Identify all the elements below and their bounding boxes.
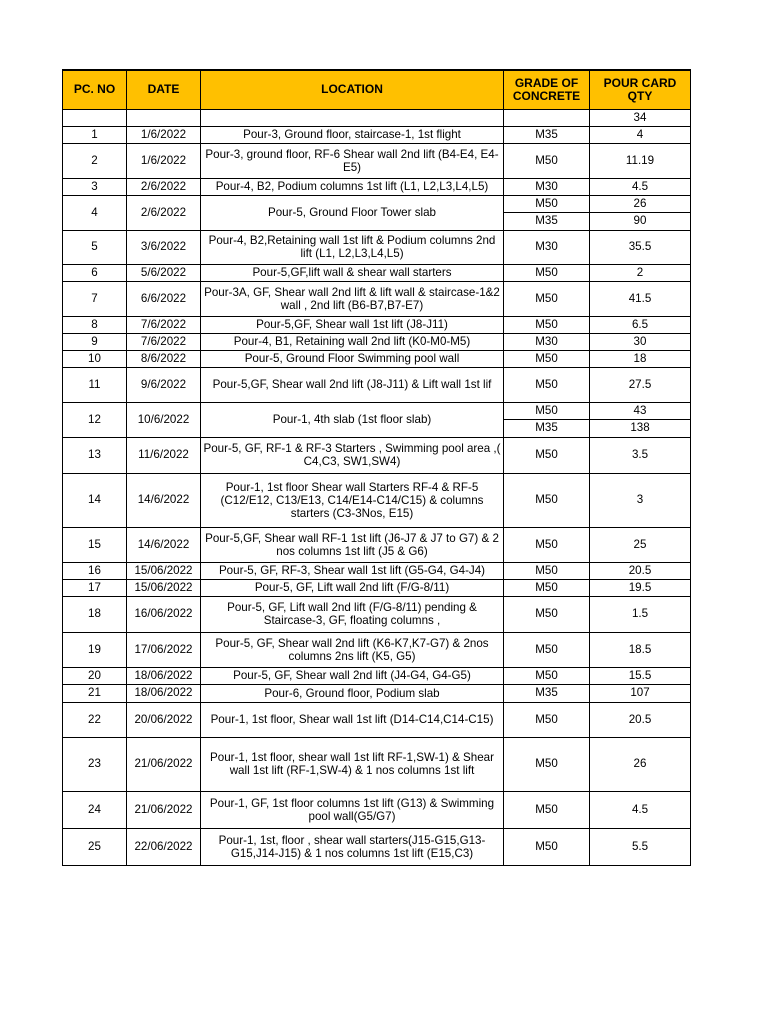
grade-cell: M50 [504, 596, 590, 632]
grade-cell: M50 [504, 473, 590, 527]
table-row [63, 562, 691, 579]
header-location: LOCATION [201, 70, 504, 109]
qty-cell: 26 [590, 195, 691, 212]
location-cell: Pour-5, GF, RF-1 & RF-3 Starters , Swimming pool area ,( C4,C3, SW1,SW4) [201, 437, 504, 473]
grade-cell: M35 [504, 212, 590, 230]
qty-cell: 19.5 [590, 579, 691, 596]
qty-cell: 3 [590, 473, 691, 527]
grade-cell: M50 [504, 402, 590, 419]
pc-no-cell: 24 [63, 791, 127, 828]
pc-no-cell: 1 [63, 126, 127, 143]
pc-no-cell: 13 [63, 437, 127, 473]
qty-cell: 3.5 [590, 437, 691, 473]
table-row [63, 684, 691, 702]
date-cell: 22/06/2022 [127, 828, 201, 865]
qty-cell: 35.5 [590, 230, 691, 264]
qty-cell: 138 [590, 419, 691, 437]
date-cell: 8/6/2022 [127, 350, 201, 367]
qty-cell: 18.5 [590, 632, 691, 667]
qty-cell: 6.5 [590, 316, 691, 333]
table-row [63, 333, 691, 350]
location-cell: Pour-5, Ground Floor Tower slab [201, 195, 504, 230]
date-cell: 16/06/2022 [127, 596, 201, 632]
pc-no-cell: 19 [63, 632, 127, 667]
grade-cell: M50 [504, 143, 590, 178]
table-row [63, 579, 691, 596]
location-cell: Pour-5, Ground Floor Swimming pool wall [201, 350, 504, 367]
qty-cell: 1.5 [590, 596, 691, 632]
location-cell: Pour-5, GF, Shear wall 2nd lift (K6-K7,K7-G7) & 2nos columns 2ns lift (K5, G5) [201, 632, 504, 667]
pc-no-cell: 12 [63, 402, 127, 437]
table-row [63, 737, 691, 791]
table-row [63, 126, 691, 143]
qty-cell: 90 [590, 212, 691, 230]
qty-cell: 2 [590, 264, 691, 281]
grade-cell: M50 [504, 367, 590, 402]
pc-no-cell: 21 [63, 684, 127, 702]
location-cell: Pour-1, 1st floor, shear wall 1st lift RF-1,SW-1) & Shear wall 1st lift (RF-1,SW-4) & 1 nos columns 1st lift [201, 737, 504, 791]
date-cell: 1/6/2022 [127, 126, 201, 143]
grade-cell: M50 [504, 579, 590, 596]
location-cell: Pour-5, GF, RF-3, Shear wall 1st lift (G5-G4, G4-J4) [201, 562, 504, 579]
location-cell: Pour-3, Ground floor, staircase-1, 1st flight [201, 126, 504, 143]
date-cell: 7/6/2022 [127, 333, 201, 350]
pc-no-cell: 20 [63, 667, 127, 684]
qty-cell: 5.5 [590, 828, 691, 865]
date-cell: 18/06/2022 [127, 667, 201, 684]
pc-no-cell: 15 [63, 527, 127, 562]
location-cell: Pour-3, ground floor, RF-6 Shear wall 2nd lift (B4-E4, E4-E5) [201, 143, 504, 178]
location-cell: Pour-1, 1st floor Shear wall Starters RF-4 & RF-5 (C12/E12, C13/E13, C14/E14-C14/C15) & columns starters (C3-3Nos, E15) [201, 473, 504, 527]
table-row [63, 596, 691, 632]
pc-no-cell: 14 [63, 473, 127, 527]
date-cell: 1/6/2022 [127, 143, 201, 178]
table-row [63, 316, 691, 333]
table-row [63, 632, 691, 667]
total-row [63, 109, 691, 126]
date-cell: 14/6/2022 [127, 527, 201, 562]
date-cell: 11/6/2022 [127, 437, 201, 473]
table-row [63, 230, 691, 264]
grade-cell: M50 [504, 562, 590, 579]
qty-cell: 41.5 [590, 281, 691, 316]
location-cell: Pour-4, B2, Podium columns 1st lift (L1, L2,L3,L4,L5) [201, 178, 504, 195]
table-body [63, 109, 691, 865]
grade-cell: M50 [504, 316, 590, 333]
date-cell: 10/6/2022 [127, 402, 201, 437]
grade-cell: M50 [504, 281, 590, 316]
date-cell: 5/6/2022 [127, 264, 201, 281]
pc-no-cell: 3 [63, 178, 127, 195]
location-cell: Pour-1, GF, 1st floor columns 1st lift (G13) & Swimming pool wall(G5/G7) [201, 791, 504, 828]
location-cell: Pour-5, GF, Shear wall 2nd lift (J4-G4, G4-G5) [201, 667, 504, 684]
table-row [63, 178, 691, 195]
total-grade-cell [504, 109, 590, 126]
qty-cell: 25 [590, 527, 691, 562]
table-row [63, 350, 691, 367]
table-row [63, 527, 691, 562]
location-cell: Pour-4, B1, Retaining wall 2nd lift (K0-M0-M5) [201, 333, 504, 350]
qty-cell: 43 [590, 402, 691, 419]
grade-cell: M30 [504, 178, 590, 195]
pc-no-cell: 8 [63, 316, 127, 333]
table-row [63, 367, 691, 402]
date-cell: 2/6/2022 [127, 178, 201, 195]
date-cell: 20/06/2022 [127, 702, 201, 737]
table-row [63, 437, 691, 473]
grade-cell: M50 [504, 828, 590, 865]
grade-cell: M30 [504, 333, 590, 350]
qty-cell: 20.5 [590, 562, 691, 579]
qty-cell: 26 [590, 737, 691, 791]
pc-no-cell: 2 [63, 143, 127, 178]
qty-cell: 11.19 [590, 143, 691, 178]
pc-no-cell: 22 [63, 702, 127, 737]
date-cell: 18/06/2022 [127, 684, 201, 702]
location-cell: Pour-1, 1st, floor , shear wall starters(J15-G15,G13-G15,J14-J15) & 1 nos columns 1st lift (E15,C3) [201, 828, 504, 865]
table-row [63, 281, 691, 316]
header-qty: POUR CARD QTY [590, 70, 691, 109]
grade-cell: M50 [504, 632, 590, 667]
header-date: DATE [127, 70, 201, 109]
total-date-cell [127, 109, 201, 126]
location-cell: Pour-5, GF, Lift wall 2nd lift (F/G-8/11) pending & Staircase-3, GF, floating columns , [201, 596, 504, 632]
location-cell: Pour-6, Ground floor, Podium slab [201, 684, 504, 702]
grade-cell: M50 [504, 350, 590, 367]
grade-cell: M35 [504, 684, 590, 702]
location-cell: Pour-5, GF, Lift wall 2nd lift (F/G-8/11) [201, 579, 504, 596]
pc-no-cell: 7 [63, 281, 127, 316]
header-pc-no: PC. NO [63, 70, 127, 109]
table-row [63, 264, 691, 281]
pc-no-cell: 25 [63, 828, 127, 865]
pc-no-cell: 11 [63, 367, 127, 402]
total-qty-cell: 34 [590, 109, 691, 126]
total-pcno-cell [63, 109, 127, 126]
table-row [63, 402, 691, 419]
grade-cell: M35 [504, 419, 590, 437]
date-cell: 14/6/2022 [127, 473, 201, 527]
grade-cell: M50 [504, 195, 590, 212]
grade-cell: M50 [504, 791, 590, 828]
location-cell: Pour-4, B2,Retaining wall 1st lift & Podium columns 2nd lift (L1, L2,L3,L4,L5) [201, 230, 504, 264]
total-location-cell [201, 109, 504, 126]
table-row [63, 828, 691, 865]
location-cell: Pour-5,GF, Shear wall 2nd lift (J8-J11) & Lift wall 1st lif [201, 367, 504, 402]
pc-no-cell: 18 [63, 596, 127, 632]
qty-cell: 4.5 [590, 791, 691, 828]
location-cell: Pour-1, 1st floor, Shear wall 1st lift (D14-C14,C14-C15) [201, 702, 504, 737]
qty-cell: 30 [590, 333, 691, 350]
date-cell: 21/06/2022 [127, 791, 201, 828]
date-cell: 9/6/2022 [127, 367, 201, 402]
table-row [63, 791, 691, 828]
pc-no-cell: 4 [63, 195, 127, 230]
qty-cell: 18 [590, 350, 691, 367]
qty-cell: 15.5 [590, 667, 691, 684]
qty-cell: 27.5 [590, 367, 691, 402]
table-row [63, 667, 691, 684]
pc-no-cell: 17 [63, 579, 127, 596]
date-cell: 17/06/2022 [127, 632, 201, 667]
grade-cell: M30 [504, 230, 590, 264]
grade-cell: M50 [504, 437, 590, 473]
grade-cell: M50 [504, 702, 590, 737]
date-cell: 6/6/2022 [127, 281, 201, 316]
qty-cell: 20.5 [590, 702, 691, 737]
table-row [63, 143, 691, 178]
pc-no-cell: 5 [63, 230, 127, 264]
grade-cell: M35 [504, 126, 590, 143]
location-cell: Pour-3A, GF, Shear wall 2nd lift & lift wall & staircase-1&2 wall , 2nd lift (B6-B7,B7-E7) [201, 281, 504, 316]
date-cell: 15/06/2022 [127, 579, 201, 596]
pc-no-cell: 6 [63, 264, 127, 281]
pc-no-cell: 16 [63, 562, 127, 579]
date-cell: 2/6/2022 [127, 195, 201, 230]
header-grade: GRADE OF CONCRETE [504, 70, 590, 109]
pc-no-cell: 10 [63, 350, 127, 367]
grade-cell: M50 [504, 737, 590, 791]
qty-cell: 4.5 [590, 178, 691, 195]
date-cell: 21/06/2022 [127, 737, 201, 791]
pc-no-cell: 23 [63, 737, 127, 791]
table-row [63, 195, 691, 212]
qty-cell: 107 [590, 684, 691, 702]
pour-card-table [62, 69, 691, 866]
qty-cell: 4 [590, 126, 691, 143]
grade-cell: M50 [504, 264, 590, 281]
date-cell: 3/6/2022 [127, 230, 201, 264]
date-cell: 15/06/2022 [127, 562, 201, 579]
table-row [63, 702, 691, 737]
grade-cell: M50 [504, 527, 590, 562]
header-row [63, 70, 691, 109]
location-cell: Pour-5,GF,lift wall & shear wall starters [201, 264, 504, 281]
table-row [63, 473, 691, 527]
date-cell: 7/6/2022 [127, 316, 201, 333]
location-cell: Pour-1, 4th slab (1st floor slab) [201, 402, 504, 437]
pc-no-cell: 9 [63, 333, 127, 350]
location-cell: Pour-5,GF, Shear wall 1st lift (J8-J11) [201, 316, 504, 333]
grade-cell: M50 [504, 667, 590, 684]
location-cell: Pour-5,GF, Shear wall RF-1 1st lift (J6-J7 & J7 to G7) & 2 nos columns 1st lift (J5 & G6) [201, 527, 504, 562]
